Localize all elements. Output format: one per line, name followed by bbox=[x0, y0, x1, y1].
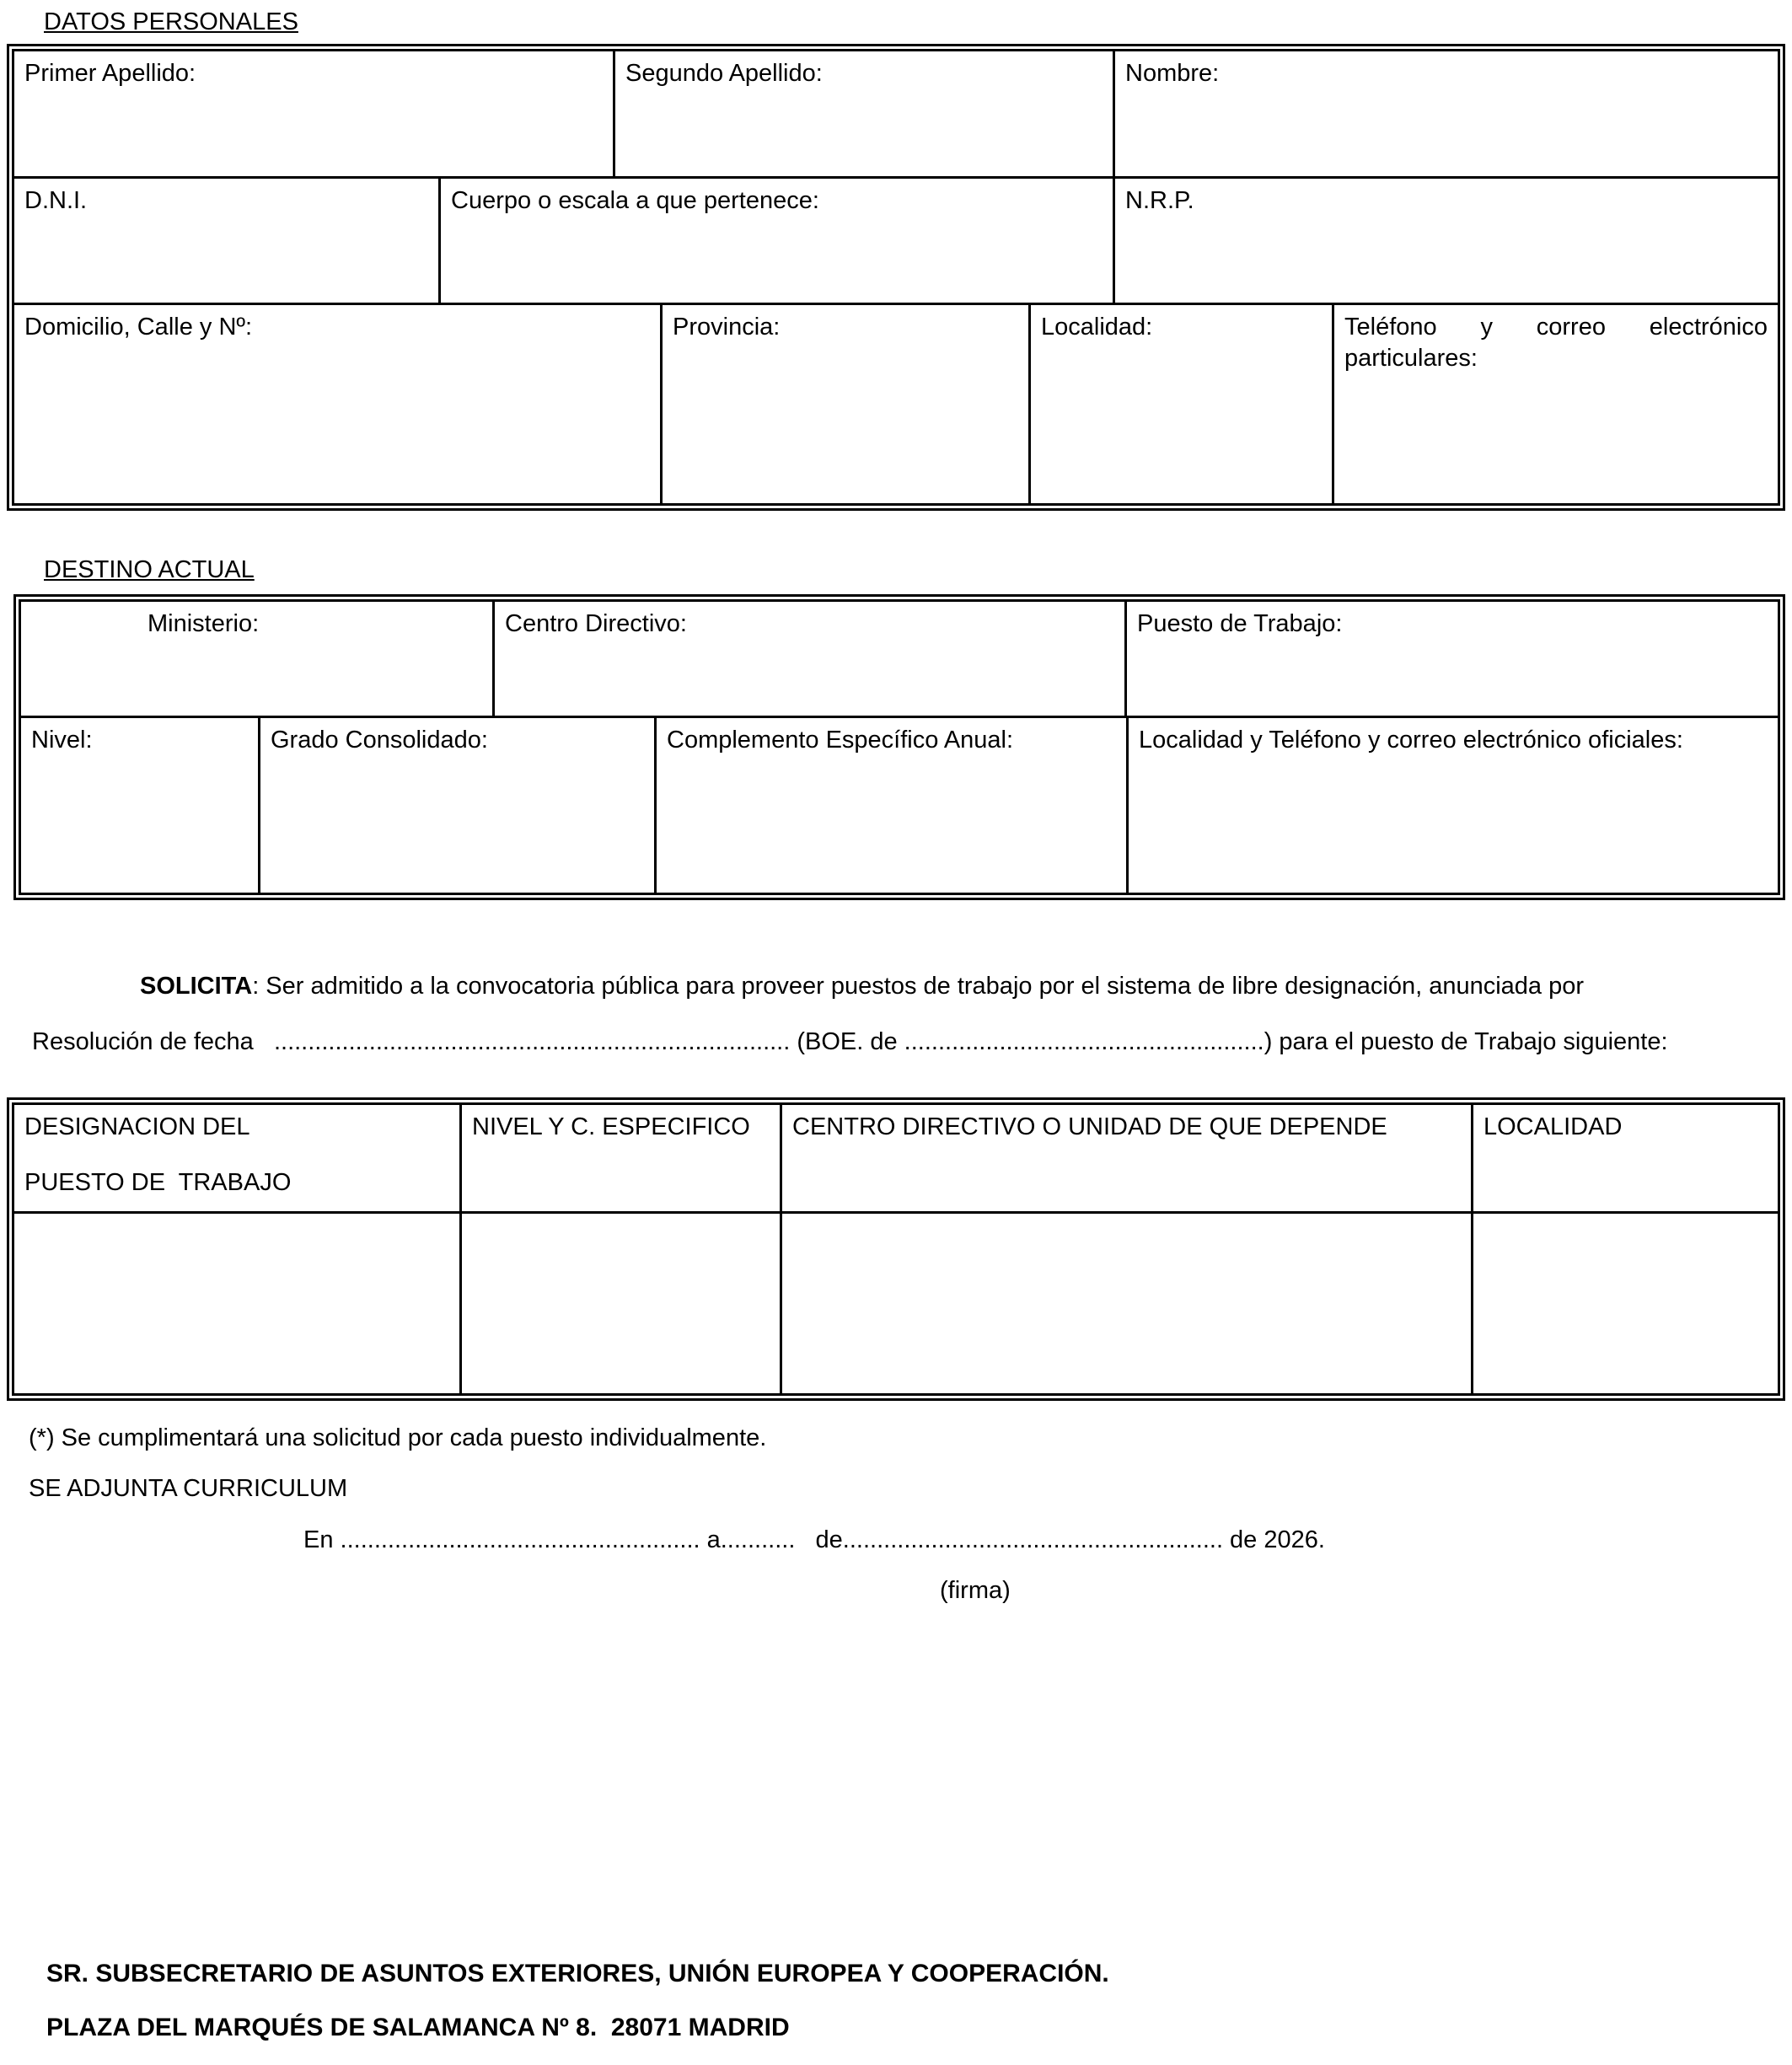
primer-apellido-field[interactable] bbox=[14, 51, 613, 176]
destinatario-line: SR. SUBSECRETARIO DE ASUNTOS EXTERIORES, UNIÓN EUROPEA Y COOPERACIÓN. bbox=[46, 1960, 1109, 1987]
se-adjunta-curriculum: SE ADJUNTA CURRICULUM bbox=[29, 1475, 348, 1503]
destino-actual-table bbox=[13, 594, 1785, 900]
domicilio-label: Domicilio, Calle y Nº: bbox=[24, 314, 253, 341]
nrp-field[interactable] bbox=[1113, 179, 1778, 303]
table-row bbox=[14, 303, 1778, 503]
telefono-particulares-field[interactable] bbox=[1332, 305, 1778, 503]
solicita-line1-text: : Ser admitido a la convocatoria pública para proveer puestos de trabajo por el sistema de libre designación, anunciada por bbox=[252, 972, 1585, 1000]
nota-una-solicitud: (*) Se cumplimentará una solicitud por cada puesto individualmente. bbox=[29, 1424, 767, 1451]
domicilio-field[interactable] bbox=[14, 305, 660, 503]
provincia-label: Provincia: bbox=[673, 314, 781, 341]
localidad-field[interactable] bbox=[1028, 305, 1332, 503]
localidad-header: LOCALIDAD bbox=[1471, 1105, 1778, 1211]
localidad-label: Localidad: bbox=[1041, 314, 1153, 341]
datos-personales-table bbox=[7, 44, 1785, 511]
nombre-label: Nombre: bbox=[1125, 60, 1220, 88]
cuerpo-escala-label: Cuerpo o escala a que pertenece: bbox=[451, 187, 819, 215]
dni-label: D.N.I. bbox=[24, 187, 88, 215]
solicita-label: SOLICITA bbox=[140, 972, 253, 1000]
cuerpo-escala-field[interactable] bbox=[438, 179, 1113, 303]
nrp-label: N.R.P. bbox=[1125, 187, 1194, 215]
designacion-header-line2: PUESTO DE TRABAJO bbox=[24, 1169, 292, 1197]
provincia-field[interactable] bbox=[660, 305, 1028, 503]
puesto-trabajo-field[interactable] bbox=[1124, 602, 1778, 716]
table-row bbox=[21, 602, 1778, 716]
nivel-especifico-input-cell[interactable] bbox=[459, 1214, 780, 1393]
puesto-solicitado-table bbox=[7, 1097, 1785, 1401]
segundo-apellido-field[interactable] bbox=[613, 51, 1113, 176]
complemento-especifico-label: Complemento Específico Anual: bbox=[667, 726, 1014, 754]
centro-directivo-field[interactable] bbox=[492, 602, 1124, 716]
centro-directivo-header: CENTRO DIRECTIVO O UNIDAD DE QUE DEPENDE bbox=[780, 1105, 1471, 1211]
designacion-header-line1: DESIGNACION DEL bbox=[24, 1113, 250, 1140]
primer-apellido-label: Primer Apellido: bbox=[24, 60, 196, 88]
solicita-line1 bbox=[32, 971, 1708, 1001]
designacion-header bbox=[14, 1105, 459, 1211]
direccion-line: PLAZA DEL MARQUÉS DE SALAMANCA Nº 8. 28071 MADRID bbox=[46, 2013, 790, 2041]
grado-consolidado-field[interactable] bbox=[258, 718, 654, 893]
designacion-input-cell[interactable] bbox=[14, 1214, 459, 1393]
ministerio-label: Ministerio: bbox=[148, 609, 260, 637]
table-row bbox=[14, 1211, 1778, 1393]
complemento-especifico-field[interactable] bbox=[654, 718, 1126, 893]
centro-directivo-label: Centro Directivo: bbox=[505, 609, 687, 637]
ministerio-field[interactable] bbox=[21, 602, 492, 716]
grado-consolidado-label: Grado Consolidado: bbox=[271, 726, 488, 754]
table-row bbox=[14, 51, 1778, 176]
telefono-particulares-label: Teléfono y correo electrónico particulares: bbox=[1344, 314, 1768, 372]
datos-personales-title: DATOS PERSONALES bbox=[44, 8, 298, 35]
dni-field[interactable] bbox=[14, 179, 438, 303]
localidad-input-cell[interactable] bbox=[1471, 1214, 1778, 1393]
nivel-field[interactable] bbox=[21, 718, 258, 893]
solicita-line2-text: Resolución de fecha ............................................................................ (BOE. de .....................................................) para el puesto de Trabajo siguiente: bbox=[32, 1027, 1668, 1055]
localidad-telefono-oficiales-label: Localidad y Teléfono y correo electrónico oficiales: bbox=[1139, 726, 1683, 754]
table-header-row bbox=[14, 1105, 1778, 1211]
localidad-telefono-oficiales-field[interactable] bbox=[1126, 718, 1778, 893]
nivel-label: Nivel: bbox=[31, 726, 93, 754]
table-row bbox=[21, 716, 1778, 893]
solicita-paragraph bbox=[32, 971, 1708, 1058]
firma-label: (firma) bbox=[940, 1576, 1011, 1604]
table-row bbox=[14, 176, 1778, 303]
destino-actual-title: DESTINO ACTUAL bbox=[44, 556, 255, 584]
nivel-especifico-header: NIVEL Y C. ESPECIFICO bbox=[459, 1105, 780, 1211]
centro-directivo-input-cell[interactable] bbox=[780, 1214, 1471, 1393]
segundo-apellido-label: Segundo Apellido: bbox=[625, 60, 823, 88]
footer-address bbox=[46, 1958, 1792, 2043]
fecha-lugar-line: En ..................................................... a........... de........................................................ de 2026. bbox=[303, 1526, 1325, 1553]
puesto-trabajo-label: Puesto de Trabajo: bbox=[1137, 609, 1343, 637]
nombre-field[interactable] bbox=[1113, 51, 1778, 176]
